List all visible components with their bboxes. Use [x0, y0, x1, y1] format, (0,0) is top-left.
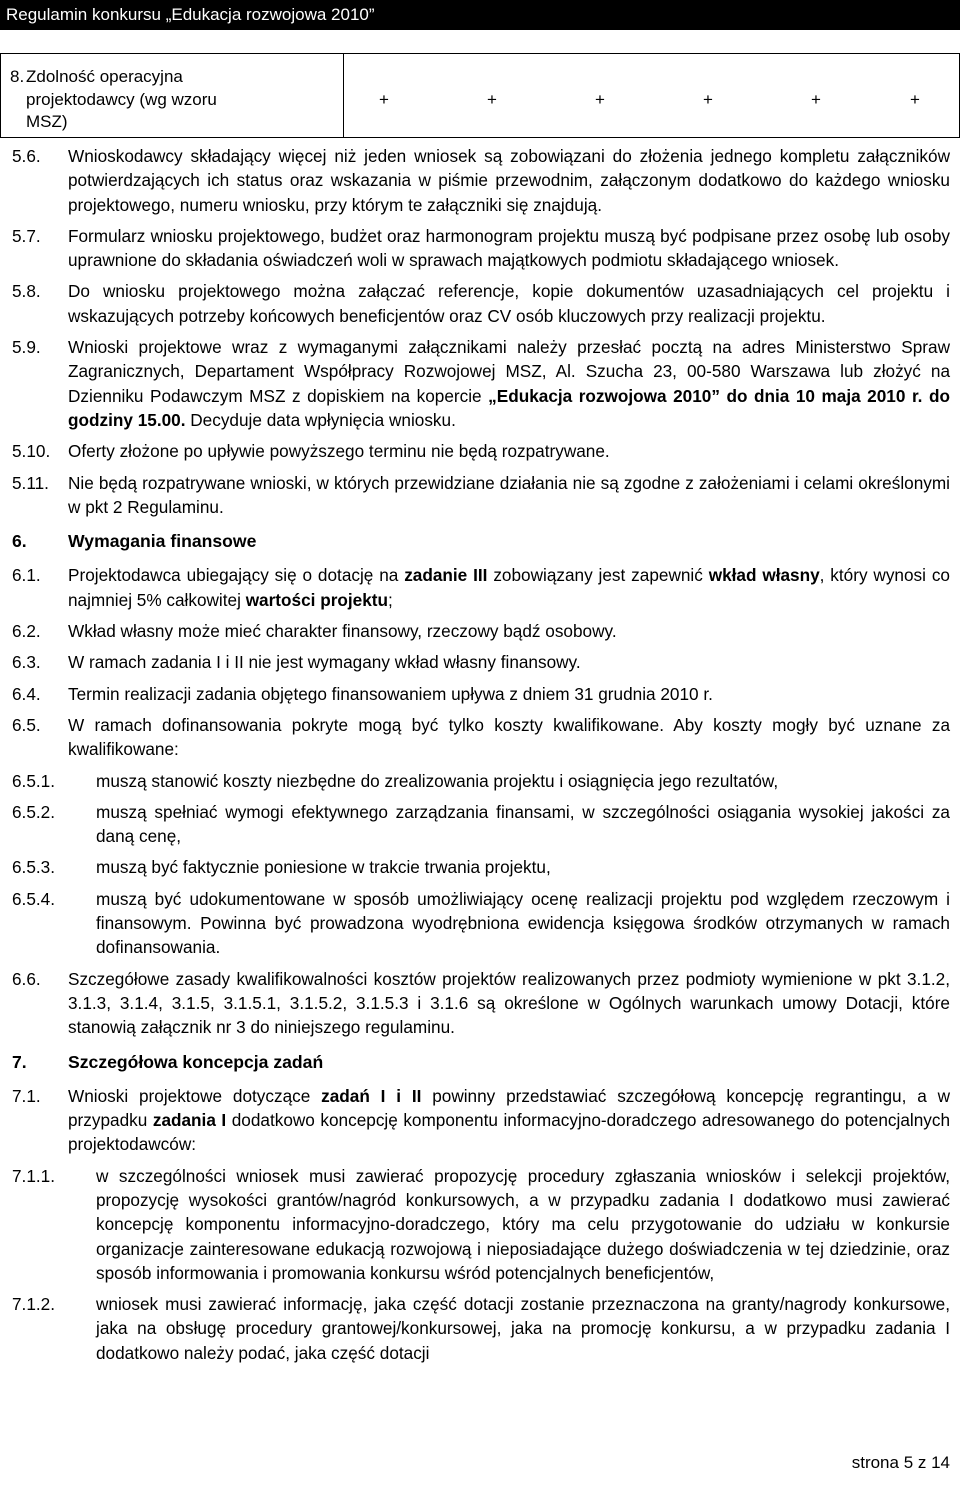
- paragraph-5-11: 5.11. Nie będą rozpatrywane wnioski, w których przewidziane działania nie są zgodne z założeniami i celami określonymi w pkt 2 Regulaminu.: [12, 472, 950, 517]
- paragraph-5-7: 5.7. Formularz wniosku projektowego, budżet oraz harmonogram projektu muszą być podpisane przez osobę lub osoby uprawnione do składania oświadczeń woli w sprawach majątkowych podmiotu składającego wniosek.: [12, 225, 950, 271]
- document-header: [0, 0, 960, 30]
- paragraph-6-3: 6.3. W ramach zadania I i II nie jest wymagany wkład własny finansowy.: [12, 652, 581, 673]
- table-border-bottom: [0, 137, 960, 138]
- table-border-left: [0, 53, 1, 138]
- table-mark: +: [595, 90, 605, 109]
- paragraph-7-1-2: 7.1.2. wniosek musi zawierać informację, jaka część dotacji zostanie przeznaczona na granty/nagrody konkursowe, jaka na obsługę procedury grantowej/konkursowej, jaka na promocję konkursu, a w przypadku zadania I dodatkowo należy podać, jaka część dotacji: [12, 1294, 950, 1363]
- document-body: [12, 144, 950, 1365]
- table-mark: +: [379, 90, 389, 109]
- paragraph-6-1: 6.1. Projektodawca ubiegający się o dotację na zadanie III zobowiązany jest zapewnić wkład własny, który wynosi co najmniej 5% całkowitej wartości projektu;: [12, 565, 950, 610]
- paragraph-5-9: 5.9. Wnioski projektowe wraz z wymaganymi załącznikami należy przesłać pocztą na adres Ministerstwo Spraw Zagranicznych, Departament Współpracy Rozwojowej MSZ, Al. Szucha 23, 00-580 Warszawa lub złożyć na Dzienniku Podawczym MSZ z dopiskiem na kopercie „Edukacja rozwojowa 2010” do dnia 10 maja 2010 r. do godziny 15.00. Decyduje data wpłynięcia wniosku.: [12, 337, 950, 430]
- section-heading-6: 6. Wymagania finansowe: [12, 531, 257, 552]
- paragraph-6-5-4: 6.5.4. muszą być udokumentowane w sposób umożliwiający ocenę realizacji projektu pod względem rzeczowym i finansowym. Powinna być prowadzona wyodrębniona ewidencja księgowa środków otrzymanych w ramach dofinansowania.: [12, 888, 950, 958]
- table-border-top: [0, 53, 960, 54]
- table-row-label: Zdolność operacyjna projektodawcy (wg wzoru MSZ): [26, 67, 217, 131]
- paragraph-7-1-1: 7.1.1. w szczególności wniosek musi zawierać propozycję procedury zgłaszania wniosków i selekcji projektów, propozycję wysokości grantów/nagród konkursowych, a w przypadku zadania I dodatkowo musi zawierać koncepcję komponentu informacyjno-doradczego, który ma celu przygotowanie do udziału w konkursie organizacje zainteresowane edukacją rozwojową i nieposiadające dużego doświadczenia w tej dziedzinie, oraz sposób informowania i promowania konkursu wśród potencjalnych beneficjentów,: [12, 1165, 950, 1283]
- paragraph-5-8: 5.8. Do wniosku projektowego można załączać referencje, kopie dokumentów uzasadniających cel projektu i wskazujących potrzeby końcowych beneficjentów oraz CV osób kluczowych przy realizacji projektu.: [12, 281, 950, 326]
- table-column-divider: [343, 53, 344, 138]
- paragraph-6-2: 6.2. Wkład własny może mieć charakter finansowy, rzeczowy bądź osobowy.: [12, 621, 617, 642]
- paragraph-5-10: 5.10. Oferty złożone po upływie powyższego terminu nie będą rozpatrywane.: [12, 441, 610, 462]
- criteria-table: [0, 53, 960, 138]
- table-row-number: 8.: [10, 67, 25, 86]
- table-mark: +: [910, 90, 920, 109]
- paragraph-6-5-2: 6.5.2. muszą spełniać wymogi efektywnego zarządzania finansami, w szczególności osiągania wysokiej jakości za daną cenę,: [12, 801, 950, 847]
- paragraph-5-6: 5.6. Wnioskodawcy składający więcej niż jeden wniosek są zobowiązani do złożenia jednego kompletu załączników potwierdzających ich status oraz wskazania w piśmie przewodnim, załączonym dodatkowo do każdego wniosku projektowego, numeru wniosku, przy którym te załączniki się znajdują.: [12, 146, 950, 215]
- section-heading-7: 7. Szczegółowa koncepcja zadań: [12, 1051, 324, 1072]
- table-mark: +: [703, 90, 713, 109]
- header-title: Regulamin konkursu „Edukacja rozwojowa 2010”: [6, 5, 375, 24]
- paragraph-6-4: 6.4. Termin realizacji zadania objętego finansowaniem upływa z dniem 31 grudnia 2010 r.: [12, 683, 713, 704]
- table-mark: +: [487, 90, 497, 109]
- page-number: strona 5 z 14: [851, 1453, 950, 1472]
- paragraph-6-5: 6.5. W ramach dofinansowania pokryte mogą być tylko koszty kwalifikowane. Aby koszty mogły być uznane za kwalifikowane:: [12, 714, 950, 760]
- paragraph-6-6: 6.6. Szczegółowe zasady kwalifikowalności kosztów projektów realizowanych przez podmioty wymienione w pkt 3.1.2, 3.1.3, 3.1.4, 3.1.5, 3.1.5.1, 3.1.5.2, 3.1.5.3 i 3.1.6 są określone w Ogólnych warunkach umowy Dotacji, które stanowią załącznik nr 3 do niniejszego regulaminu.: [12, 968, 950, 1038]
- paragraph-6-5-1: 6.5.1. muszą stanowić koszty niezbędne do zrealizowania projektu i osiągnięcia jego rezultatów,: [12, 770, 779, 791]
- table-mark: +: [811, 90, 821, 109]
- paragraph-7-1: 7.1. Wnioski projektowe dotyczące zadań I i II powinny przedstawiać szczegółową koncepcję regrantingu, a w przypadku zadania I dodatkowo koncepcję komponentu informacyjno-doradczego adresowanego do potencjalnych projektodawców:: [12, 1085, 951, 1155]
- paragraph-6-5-3: 6.5.3. muszą być faktycznie poniesione w trakcie trwania projektu,: [12, 857, 551, 878]
